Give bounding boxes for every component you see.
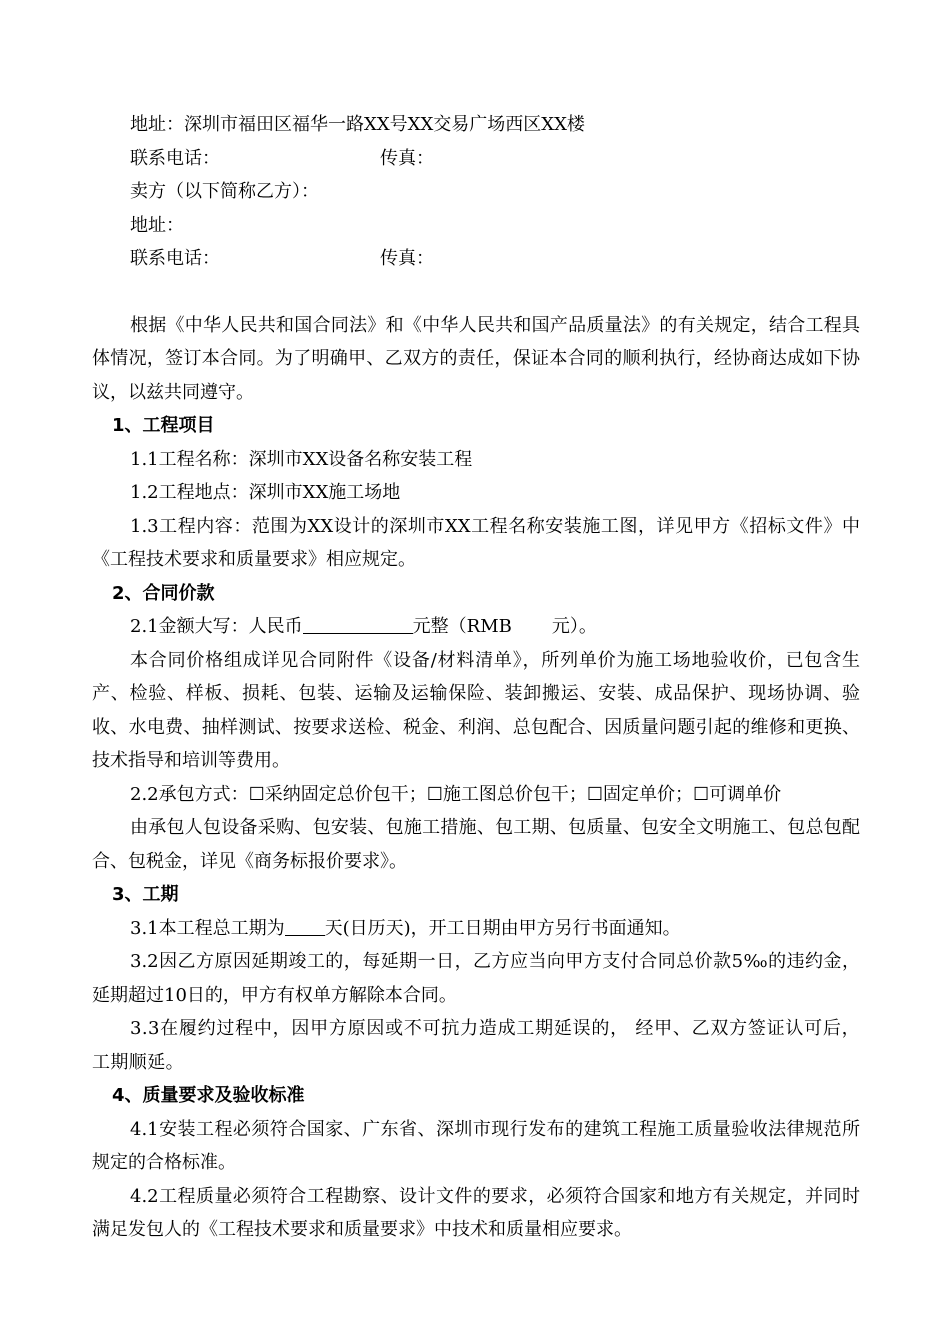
section-1-title: 1、工程项目 (112, 415, 215, 436)
buyer-contact-row (92, 142, 860, 176)
section-4-1: 4.1安装工程必须符合国家、广东省、深圳市现行发布的建筑工程施工质量验收法律规范所规定的合格标准。 (92, 1118, 860, 1173)
seller-phone-label: 联系电话： (130, 248, 220, 269)
seller-label: 卖方（以下简称乙方）： (130, 181, 319, 202)
amount-mid: 元整（RMB (412, 616, 512, 637)
section-2-2: 2.2承包方式：☐采纳固定总价包干；☐施工图总价包干；☐固定单价；☐可调单价 (130, 783, 782, 805)
intro-paragraph: 根据《中华人民共和国合同法》和《中华人民共和国产品质量法》的有关规定，结合工程具体情况，签订本合同。为了明确甲、乙双方的责任，保证本合同的顺利执行，经协商达成如下协议，以兹共同遵守。 (92, 314, 860, 403)
seller-fax-label: 传真： (380, 248, 434, 269)
section-4-title: 4、质量要求及验收标准 (112, 1085, 305, 1106)
duration-blank[interactable] (285, 915, 325, 936)
spacer (92, 276, 860, 309)
section-4-2: 4.2工程质量必须符合工程勘察、设计文件的要求，必须符合国家和地方有关规定，并同时满足发包人的《工程技术要求和质量要求》中技术和质量相应要求。 (92, 1185, 860, 1240)
duration-prefix: 3.1本工程总工期为 (130, 917, 285, 939)
seller-contact-row (92, 242, 860, 276)
amount-suffix: 元）。 (551, 616, 597, 637)
section-3-3: 3.3在履约过程中，因甲方原因或不可抗力造成工期延误的， 经甲、乙双方签证认可后， 工期顺延。 (92, 1018, 860, 1073)
section-1-3: 1.3工程内容：范围为XX设计的深圳市XX工程名称安装施工图，详见甲方《招标文件》中《工程技术要求和质量要求》相应规定。 (92, 515, 860, 570)
section-3-1 (92, 912, 860, 946)
section-3-title: 3、工期 (112, 884, 179, 905)
section-1-1: 1.1工程名称：深圳市XX设备名称安装工程 (130, 448, 473, 470)
section-2-1 (92, 610, 860, 644)
section-3-2: 3.2因乙方原因延期竣工的，每延期一日，乙方应当向甲方支付合同总价款5‰的违约金，延期超过10日的，甲方有权单方解除本合同。 (92, 951, 860, 1006)
section-2-price-composition: 本合同价格组成详见合同附件《设备/材料清单》，所列单价为施工场地验收价，已包含生产、检验、样板、损耗、包装、运输及运输保险、装卸搬运、安装、成品保护、现场协调、验收、水电费、抽样测试、按要求送检、税金、利润、总包配合、因质量问题引起的维修和更换、技术指导和培训等费用。 (92, 649, 860, 771)
duration-suffix: 天(日历天)，开工日期由甲方另行书面通知。 (324, 917, 681, 939)
amount-blank[interactable] (303, 613, 413, 634)
section-2-title: 2、合同价款 (112, 582, 215, 604)
amount-prefix: 2.1金额大写：人民币 (130, 616, 303, 637)
buyer-phone-label: 联系电话： (130, 147, 220, 169)
seller-address: 地址： (130, 214, 184, 236)
buyer-fax-label: 传真： (380, 147, 434, 169)
buyer-address: 地址：深圳市福田区福华一路XX号XX交易广场西区XX楼 (130, 114, 585, 135)
section-2-contractor-scope: 由承包人包设备采购、包安装、包施工措施、包工期、包质量、包安全文明施工、包总包配合、包税金，详见《商务标报价要求》。 (92, 817, 860, 872)
section-1-2: 1.2工程地点：深圳市XX施工场地 (130, 482, 401, 503)
